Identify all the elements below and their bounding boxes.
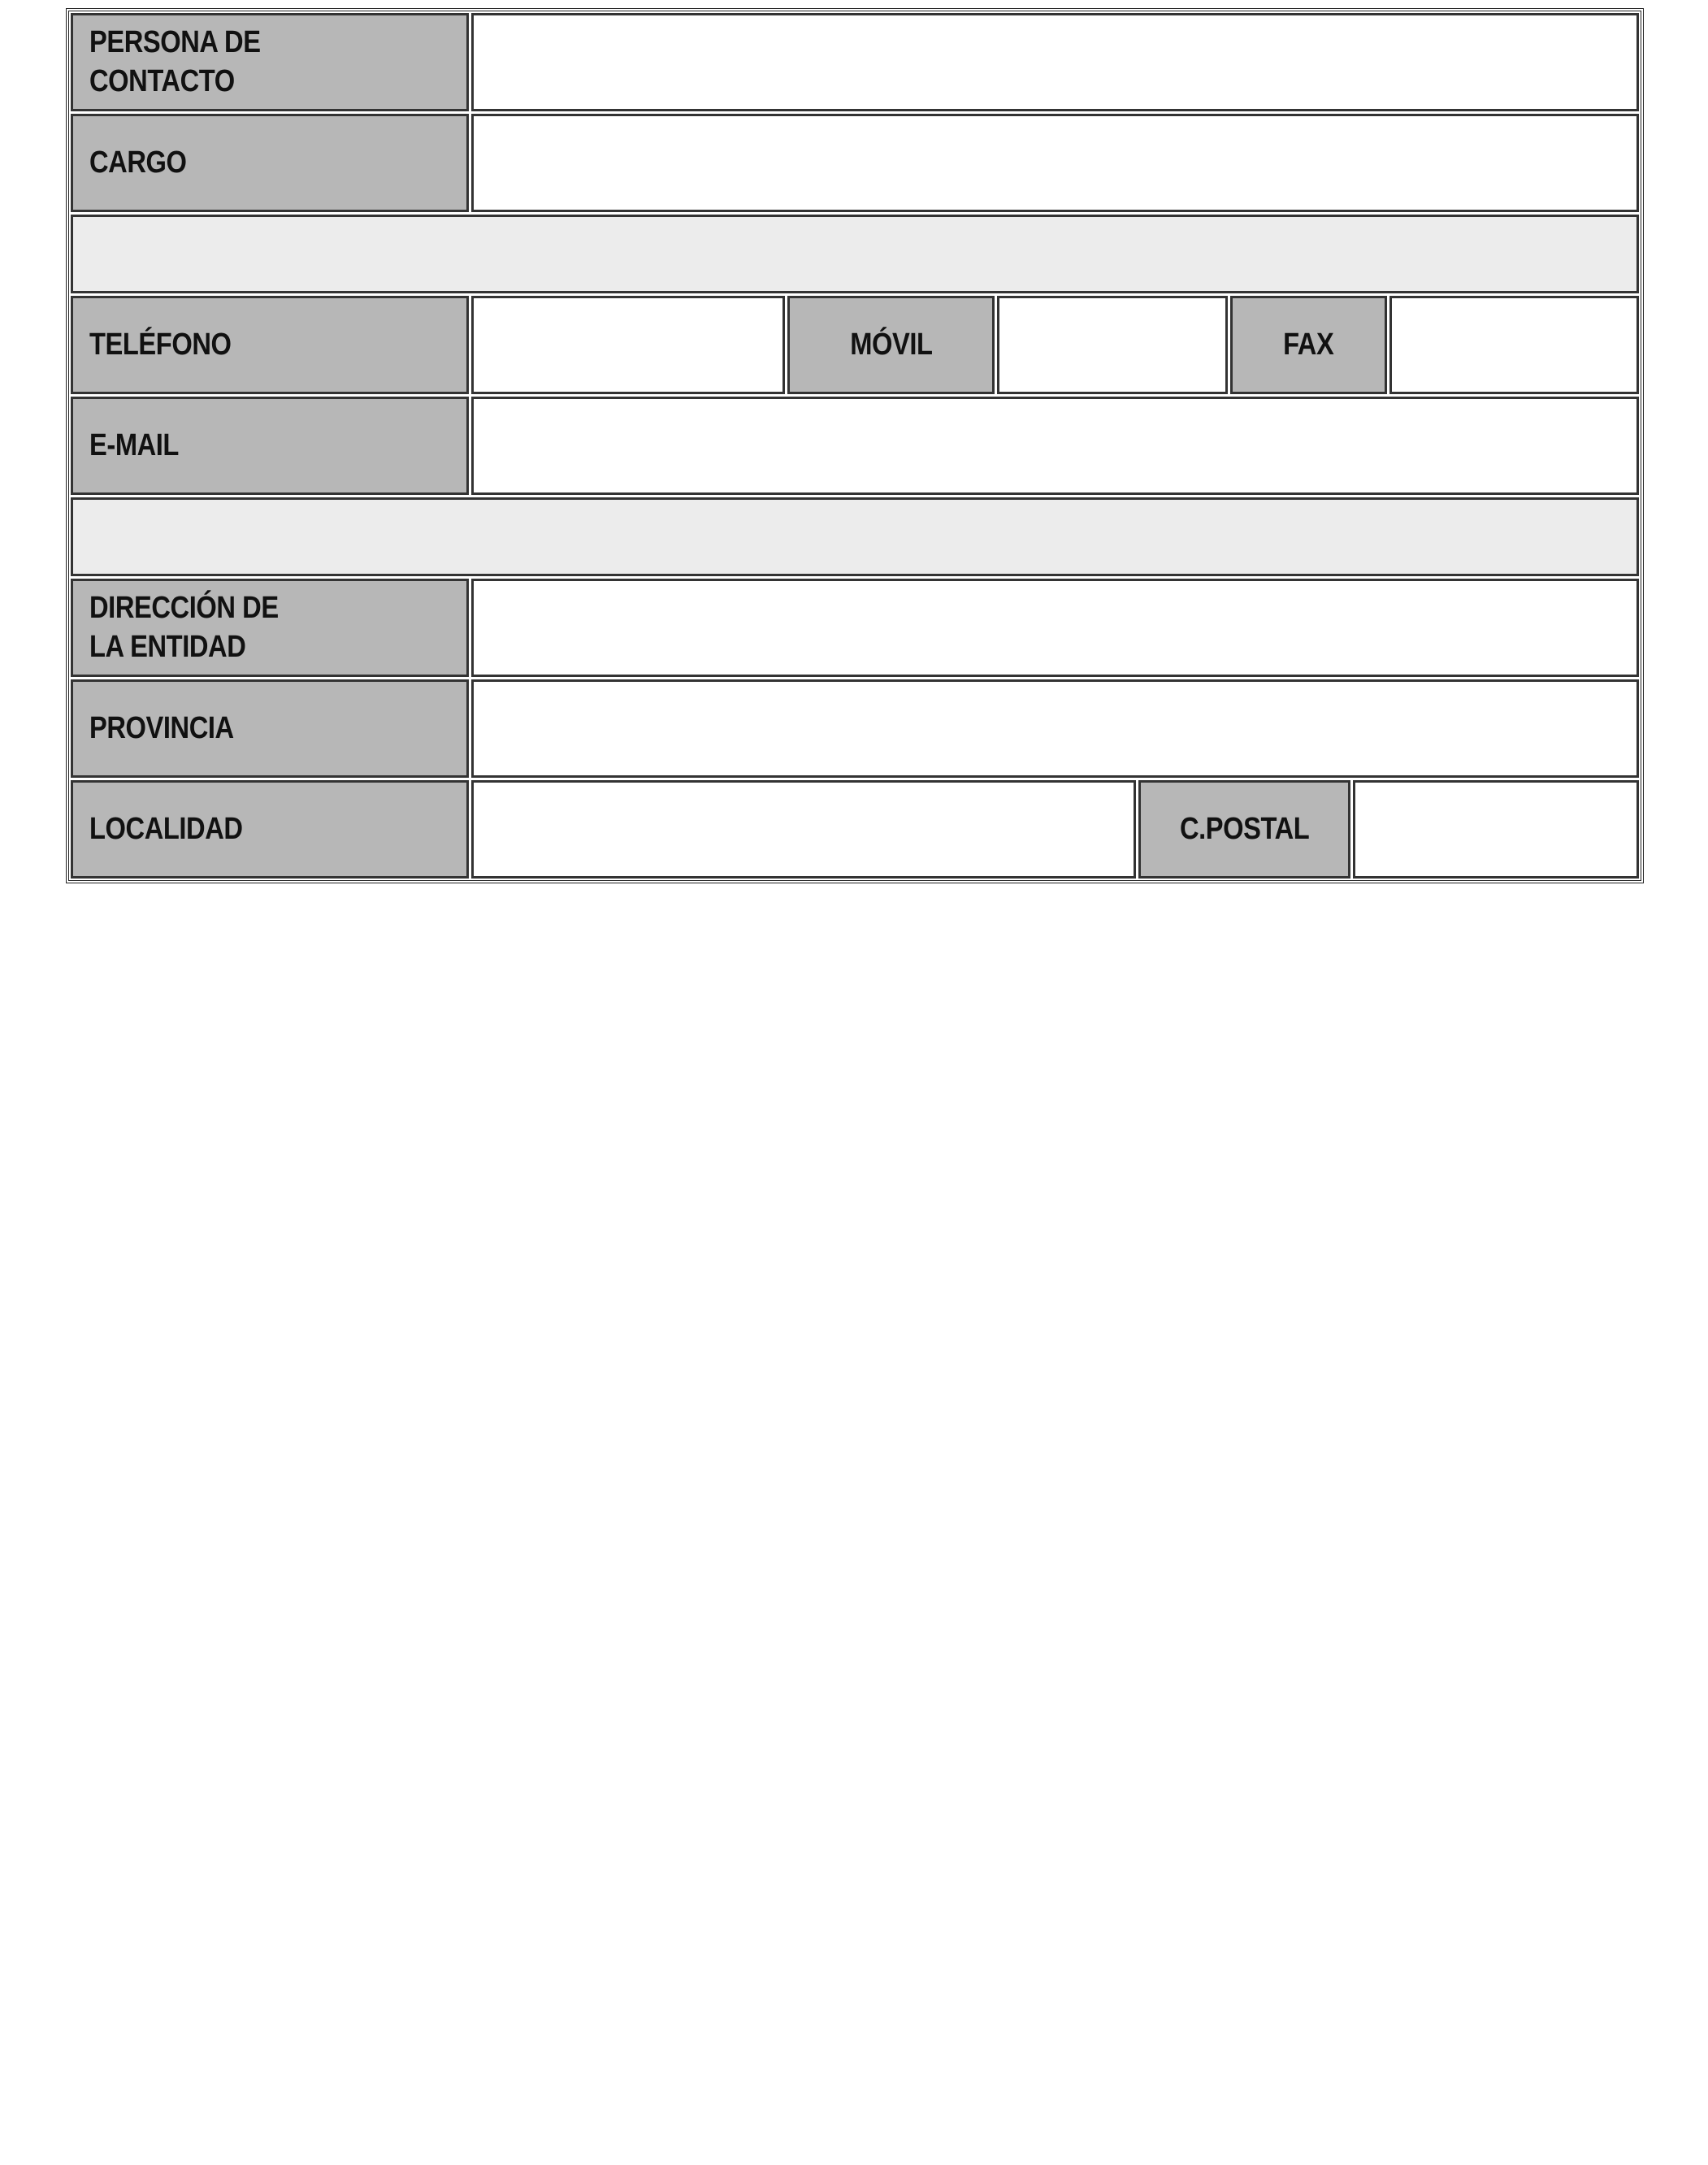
row-spacer-2	[71, 497, 1639, 576]
row-email	[71, 397, 1639, 495]
label-address	[71, 579, 469, 677]
field-phone[interactable]	[471, 296, 785, 394]
section-divider	[71, 215, 1639, 293]
row-contact-person	[71, 13, 1639, 111]
field-address[interactable]	[471, 579, 1639, 677]
label-postal-code	[1138, 780, 1350, 879]
field-contact-person[interactable]	[471, 13, 1639, 111]
label-locality	[71, 780, 469, 879]
label-fax-text: FAX	[1283, 327, 1334, 362]
label-position-text: CARGO	[89, 145, 187, 180]
label-contact-person-text: PERSONA DE CONTACTO	[89, 25, 261, 98]
label-fax	[1230, 296, 1387, 394]
field-mobile[interactable]	[997, 296, 1228, 394]
field-email[interactable]	[471, 397, 1639, 495]
label-mobile	[787, 296, 995, 394]
field-postal-code[interactable]	[1353, 780, 1639, 879]
field-fax[interactable]	[1389, 296, 1639, 394]
label-email-text: E-MAIL	[89, 427, 179, 462]
row-phones	[71, 296, 1639, 394]
field-locality[interactable]	[471, 780, 1136, 879]
label-mobile-text: MÓVIL	[849, 327, 933, 362]
label-address-text: DIRECCIÓN DE LA ENTIDAD	[89, 591, 279, 664]
field-position[interactable]	[471, 114, 1639, 212]
label-province-text: PROVINCIA	[89, 710, 234, 745]
label-phone-text: TELÉFONO	[89, 327, 232, 362]
label-contact-person	[71, 13, 469, 111]
label-email	[71, 397, 469, 495]
row-locality	[71, 780, 1639, 879]
section-divider	[71, 497, 1639, 576]
label-postal-code-text: C.POSTAL	[1179, 811, 1310, 846]
label-position	[71, 114, 469, 212]
row-spacer-1	[71, 215, 1639, 293]
row-position	[71, 114, 1639, 212]
row-address	[71, 579, 1639, 677]
row-province	[71, 679, 1639, 778]
field-province[interactable]	[471, 679, 1639, 778]
label-province	[71, 679, 469, 778]
contact-form-table	[66, 8, 1644, 883]
label-locality-text: LOCALIDAD	[89, 811, 243, 846]
label-phone	[71, 296, 469, 394]
